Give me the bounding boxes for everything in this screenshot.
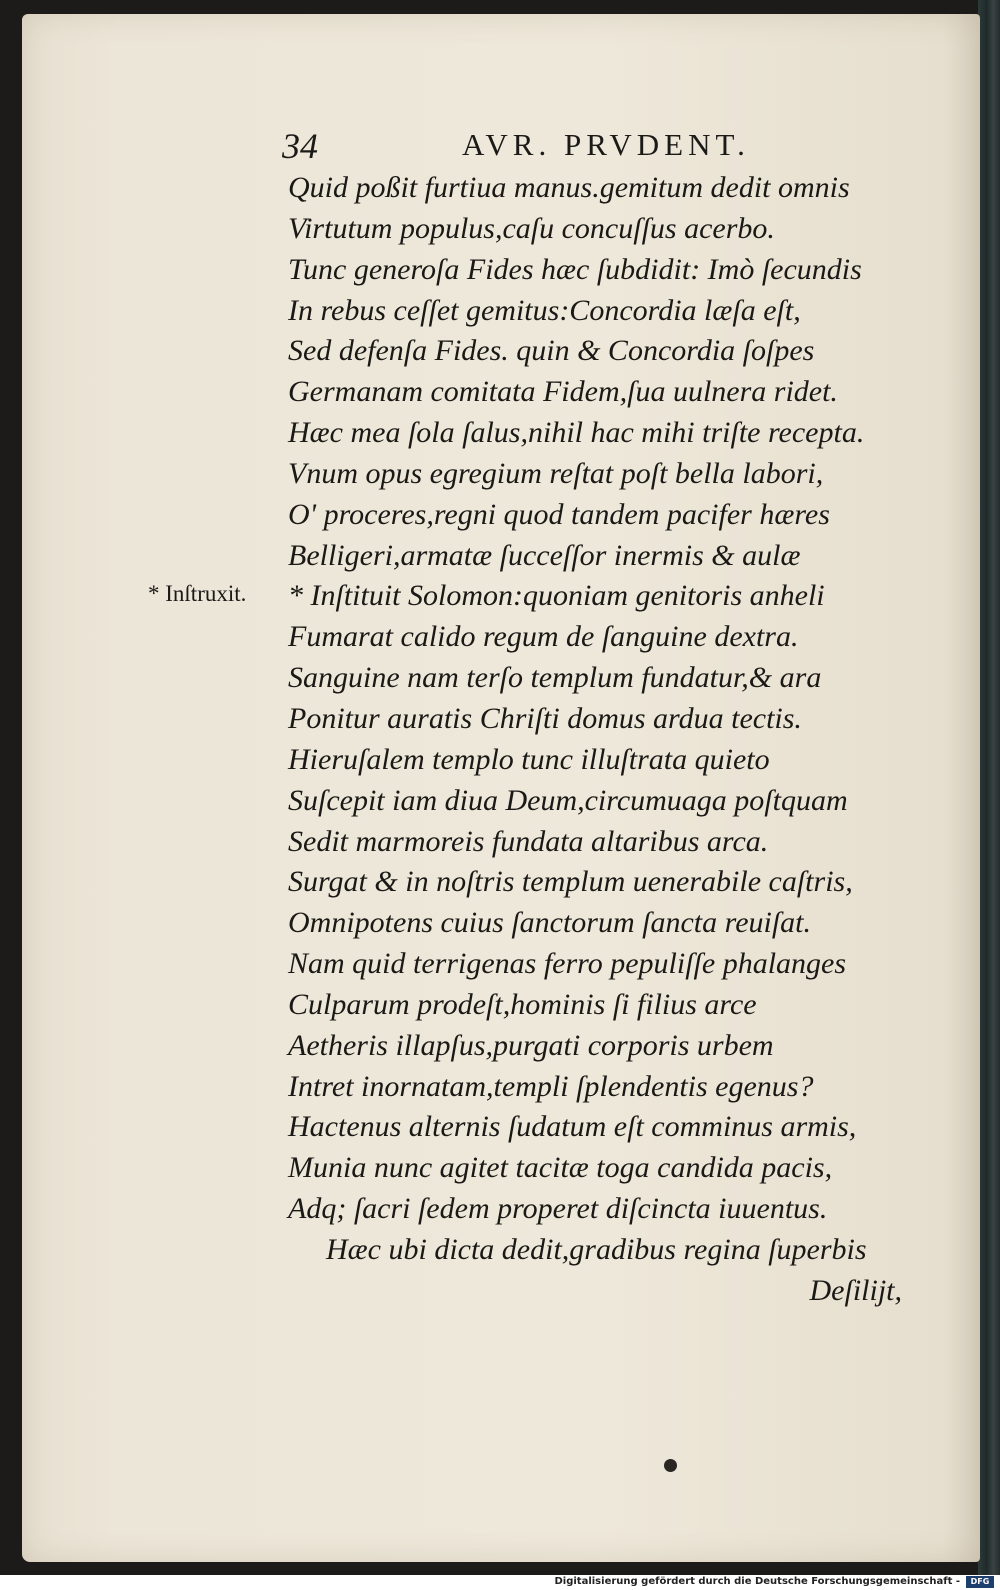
verse-line: Intret inornatam,templi ſplendentis egenus? — [288, 1069, 814, 1103]
verse-text — [288, 168, 928, 1312]
verse-line: O' proceres,regni quod tandem pacifer hæres — [288, 497, 830, 531]
verse-line: Omnipotens cuius ſanctorum ſancta reuiſat. — [288, 906, 812, 940]
verse-line: Tunc generoſa Fides hæc ſubdidit: Imò ſecundis — [288, 252, 862, 286]
verse-line: Belligeri,armatæ ſucceſſor inermis & aulæ — [288, 538, 801, 572]
page-number: 34 — [282, 126, 318, 166]
book-spine — [978, 0, 1000, 1575]
verse-line: Nam quid terrigenas ferro pepuliſſe phalanges — [288, 947, 847, 981]
funding-credit: Digitalisierung gefördert durch die Deutsche Forschungsgemeinschaft - — [554, 1576, 960, 1587]
verse-line: Ponitur auratis Chriſti domus ardua tectis. — [288, 701, 802, 735]
verse-line: Munia nunc agitet tacitæ toga candida pacis, — [288, 1151, 833, 1185]
verse-line: * Inſtituit Solomon:quoniam genitoris anheli — [288, 579, 825, 613]
page-dot — [664, 1459, 677, 1472]
dfg-logo-icon: DFG — [966, 1576, 994, 1588]
verse-line: Culparum prodeſt,hominis ſi filius arce — [288, 987, 757, 1021]
verse-line: Adq; ſacri ſedem properet diſcincta iuuentus. — [288, 1192, 828, 1226]
running-head: AVR. PRVDENT. — [462, 127, 750, 162]
verse-line: Sanguine nam terſo templum fundatur,& ara — [288, 661, 822, 695]
verse-line: Aetheris illapſus,purgati corporis urbem — [288, 1028, 774, 1062]
verse-line: Vnum opus egregium reſtat poſt bella labori, — [288, 456, 824, 490]
verse-line: Hieruſalem templo tunc illuſtrata quieto — [288, 742, 770, 776]
verse-line: Suſcepit iam diua Deum,circumuaga poſtquam — [288, 783, 848, 817]
margin-note: * Inſtruxit. — [148, 581, 247, 606]
verse-line: Hæc mea ſola ſalus,nihil hac mihi triſte recepta. — [288, 416, 865, 450]
page-header — [282, 125, 802, 169]
verse-line: Germanam comitata Fidem,ſua uulnera ridet. — [288, 375, 838, 409]
verse-line: In rebus ceſſet gemitus:Concordia læſa eſt, — [288, 293, 801, 327]
verse-line: Fumarat calido regum de ſanguine dextra. — [288, 620, 799, 654]
verse-line: Sedit marmoreis fundata altaribus arca. — [288, 824, 769, 858]
verse-line: Surgat & in noſtris templum uenerabile caſtris, — [288, 865, 853, 899]
verse-line: Virtutum populus,caſu concuſſus acerbo. — [288, 211, 775, 245]
verse-line: Sed defenſa Fides. quin & Concordia ſoſpes — [288, 334, 815, 368]
verse-line: Hæc ubi dicta dedit,gradibus regina ſuperbis — [326, 1232, 867, 1266]
verse-line: Hactenus alternis ſudatum eſt comminus armis, — [288, 1110, 857, 1144]
verse-line: Quid poßit furtiua manus.gemitum dedit omnis — [288, 171, 850, 204]
footer — [0, 1575, 1000, 1590]
catchword: Deſilijt, — [809, 1273, 902, 1307]
